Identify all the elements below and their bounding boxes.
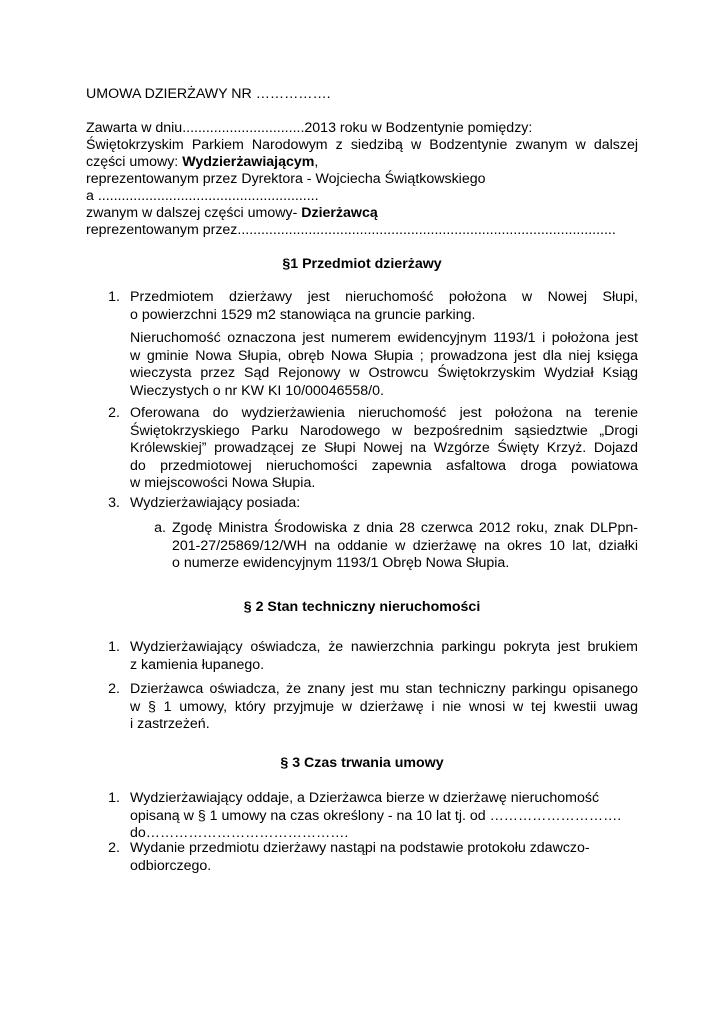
intro-representative-line: reprezentowanym przez Dyrektora - Wojciecha Świątkowskiego <box>86 171 486 187</box>
intro-text: części umowy: <box>86 154 183 170</box>
section-1-item-1-details <box>130 330 638 400</box>
list-number: 1. <box>108 289 120 305</box>
text-line: Świętokrzyskiego Parku Narodowego w bezpośrednim sąsiedztwie „Drogi <box>130 422 638 439</box>
list-number: 3. <box>108 495 120 511</box>
text-line: w gminie Nowa Słupia, obręb Nowa Słupia ; prowadzona jest dla niej księga <box>130 347 638 364</box>
section-1-item-1 <box>130 289 638 324</box>
text-line: Wydzierżawiający oddaje, a Dzierżawca bierze w dzierżawę nieruchomość <box>130 790 600 806</box>
section-2-heading: § 2 Stan techniczny nieruchomości <box>243 599 481 615</box>
intro-second-party-line: a ........................................................ <box>86 188 319 204</box>
text-line: Oferowana do wydzierżawienia nieruchomość jest położona na terenie <box>130 405 638 421</box>
text-line: odbiorczego. <box>130 857 212 874</box>
text-line: Zgodę Ministra Środowiska z dnia 28 czerwca 2012 roku, znak DLPpn- <box>172 520 638 536</box>
text-line: opisaną w § 1 umowy na czas określony - na 10 lat tj. od ………………………. <box>130 807 622 824</box>
text-line: Nieruchomość oznaczona jest numerem ewidencyjnym 1193/1 i położona jest <box>130 330 638 346</box>
section-1-item-3 <box>130 495 638 513</box>
list-number: 1. <box>108 790 120 806</box>
intro-lessee-line <box>86 205 378 223</box>
intro-party-line: Świętokrzyskim Parkiem Narodowym z siedzibą w Bodzentynie zwanym w dalszej <box>86 137 638 153</box>
text-line: Przedmiotem dzierżawy jest nieruchomość położona w Nowej Słupi, <box>130 289 638 305</box>
intro-comma: , <box>314 154 319 170</box>
text-line: w § 1 umowy, który przyjmuje w dzierżawę i nie wnosi w tej kwestii uwag <box>130 698 638 715</box>
text-line: w miejscowości Nowa Słupia. <box>130 475 316 491</box>
text-line: Wieczystych o nr KW KI 10/00046558/0. <box>130 382 384 399</box>
section-1-item-2 <box>130 405 638 493</box>
text-line: Wydanie przedmiotu dzierżawy nastąpi na podstawie protokołu zdawczo- <box>130 840 590 856</box>
list-number: 2. <box>108 405 120 421</box>
section-2-item-1 <box>130 639 638 674</box>
text-line: Królewskiej” prowadzącej ze Słupi Nowej na Wzgórze Święty Krzyż. Dojazd <box>130 440 638 456</box>
section-1-item-3a <box>172 520 638 573</box>
text-line: do przedmiotowej nieruchomości zapewnia asfaltowa droga powiatowa <box>130 457 638 474</box>
intro-text: zwanym w dalszej części umowy- <box>86 205 302 221</box>
section-1-heading: §1 Przedmiot dzierżawy <box>282 256 442 272</box>
list-number: 2. <box>108 840 120 856</box>
section-3-item-2 <box>130 840 638 875</box>
lessor-term: Wydzierżawiającym <box>182 154 315 170</box>
text-line: wieczysta przez Sąd Rejonowy w Ostrowcu Świętokrzyskim Wydział Ksiąg <box>130 365 638 381</box>
text-line: Wydzierżawiający posiada: <box>130 495 301 511</box>
document-title: UMOWA DZIERŻAWY NR ……………. <box>86 86 331 102</box>
text-line: Dzierżawca oświadcza, że znany jest mu stan techniczny parkingu opisanego <box>130 681 638 697</box>
text-line: do……………………………………. <box>130 825 349 841</box>
text-line: i zastrzeżeń. <box>130 716 210 732</box>
text-line: o numerze ewidencyjnym 1193/1 Obręb Nowa Słupia. <box>172 555 510 571</box>
text-line: o powierzchni 1529 m2 stanowiąca na gruncie parking. <box>130 306 476 323</box>
text-line: z kamienia łupanego. <box>130 656 265 673</box>
list-number: 2. <box>108 681 120 697</box>
sub-list-letter: a. <box>154 520 166 536</box>
lessee-term: Dzierżawcą <box>301 205 378 221</box>
section-3-item-1 <box>130 790 638 843</box>
section-3-heading: § 3 Czas trwania umowy <box>280 755 444 771</box>
text-line: Wydzierżawiający oświadcza, że nawierzchnia parkingu pokryta jest brukiem <box>130 639 638 655</box>
intro-lessee-representative-line: reprezentowanym przez................................................................................................ <box>86 222 616 238</box>
text-line: 201-27/25869/12/WH na oddanie w dzierżawę na okres 10 lat, działki <box>172 537 638 554</box>
section-2-item-2 <box>130 681 638 734</box>
intro-lessor-line <box>86 154 318 172</box>
intro-date-line: Zawarta w dniu...............................2013 roku w Bodzentynie pomiędzy: <box>86 120 533 136</box>
list-number: 1. <box>108 639 120 655</box>
